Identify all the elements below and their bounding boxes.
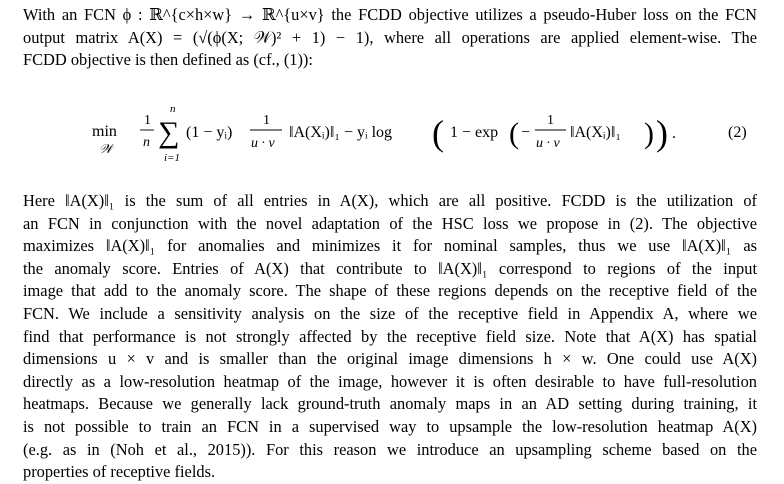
body-line-3: maximizes ‖A(X)‖₁ for anomalies and minimizes it for nominal samples, thus we use ‖A(X)‖₁ as [23, 236, 757, 256]
paren-left-icon: ( [509, 117, 519, 150]
body-line-2: an FCN in conjunction with the novel adaptation of the HSC loss we propose in (2). The objective [23, 213, 757, 233]
eq-frac3-den: u · v [536, 136, 560, 151]
intro-line-3: FCDD objective is then defined as (cf., (1)): [23, 50, 313, 70]
intro-paragraph [23, 4, 757, 72]
body-line-12: (e.g. as in (Noh et al., 2015)). For this reason we introduce an upsampling scheme based on the [23, 439, 757, 459]
equation-svg [0, 102, 784, 174]
eq-frac2-num: 1 [263, 113, 270, 128]
eq-term2: 1 − exp [450, 124, 499, 141]
eq-frac1-den: n [143, 135, 150, 150]
eq-sum-bottom: i=1 [164, 152, 180, 164]
body-line-5: image that add to the anomaly score. The shape of these regions depends on the receptive field of the [23, 281, 757, 301]
paren-left-big-icon: ( [432, 113, 444, 153]
body-line-6: FCN. We include a sensitivity analysis on the size of the receptive field in Appendix A, where we [23, 303, 757, 323]
eq-min: min [92, 123, 117, 140]
eq-number: (2) [728, 124, 747, 141]
intro-line-2: output matrix A(X) = (√(ϕ(X; 𝒲)² + 1) − 1), where all operations are applied element-wise. The [23, 27, 757, 47]
eq-min-sub: 𝒲 [99, 141, 113, 156]
body-line-11: is not possible to train an FCN in a supervised way to upsample the low-resolution heatmap A(X) [23, 416, 757, 436]
paren-right-icon: ) [644, 117, 654, 150]
eq-frac1-num: 1 [144, 113, 151, 128]
eq-term1: (1 − yᵢ) [186, 124, 233, 141]
eq-frac3-num: 1 [547, 113, 554, 128]
sum-icon: ∑ [158, 116, 180, 149]
body-line-7: find that performance is not strongly affected by the receptive field size. Note that A(X) has spatial [23, 326, 757, 346]
body-line-1: Here ‖A(X)‖₁ is the sum of all entries in A(X), which are all positive. FCDD is the utilization of [23, 191, 757, 210]
eq-sum-top: n [170, 103, 176, 115]
equation-2 [0, 102, 784, 174]
body-line-13: properties of receptive fields. [23, 462, 216, 482]
eq-norm1: ‖A(Xᵢ)‖₁ − yᵢ log [289, 124, 393, 141]
body-line-9: directly as a low-resolution heatmap of the image, however it is often desirable to have full-resolution [23, 371, 757, 391]
paren-right-big-icon: ) [656, 113, 668, 153]
eq-norm2: ‖A(Xᵢ)‖₁ [570, 124, 621, 141]
body-paragraph [23, 190, 757, 484]
eq-frac2-den: u · v [251, 136, 275, 151]
eq-minus: − [521, 124, 531, 141]
eq-dot: . [672, 125, 676, 142]
body-line-4: the anomaly score. Entries of A(X) that contribute to ‖A(X)‖₁ correspond to regions of the input [23, 258, 757, 278]
body-line-10: heatmaps. Because we generally lack ground-truth anomaly maps in an AD setting during training, it [23, 394, 757, 414]
body-line-8: dimensions u × v and is smaller than the original image dimensions h × w. One could use A(X) [23, 349, 757, 369]
intro-line-1: With an FCN ϕ : ℝ^{c×h×w} → ℝ^{u×v} the FCDD objective utilizes a pseudo-Huber loss on the FCN [23, 5, 757, 24]
